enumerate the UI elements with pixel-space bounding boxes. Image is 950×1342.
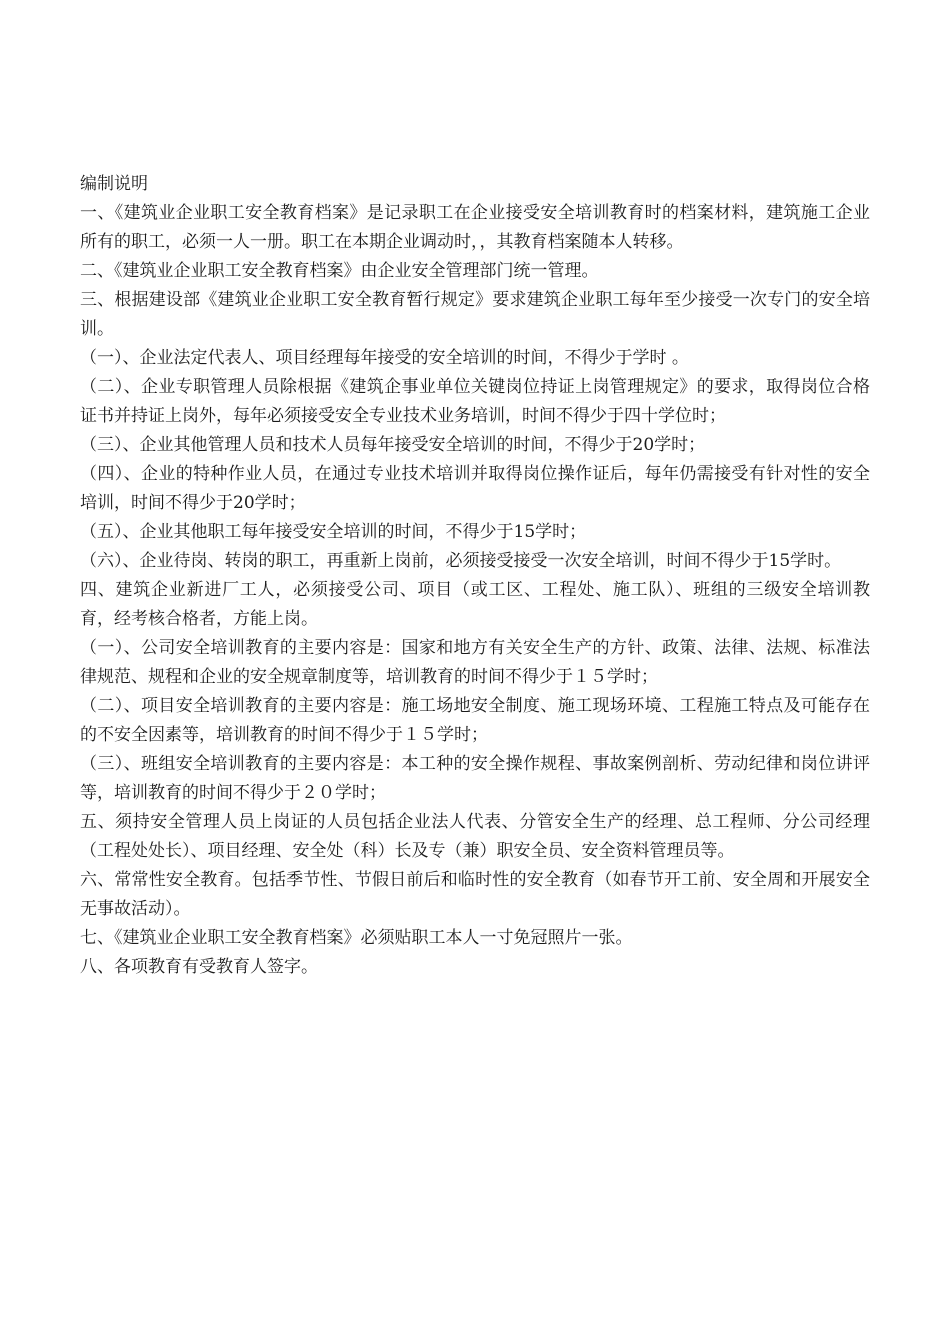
- paragraph-4-2: （二）、项目安全培训教育的主要内容是：施工场地安全制度、施工现场环境、工程施工特点及可能存在的不安全因素等，培训教育的时间不得少于１５学时；: [80, 696, 870, 745]
- paragraph-4: 四、建筑企业新进厂工人，必须接受公司、项目（或工区、工程处、施工队）、班组的三级安全培训教育，经考核合格者，方能上岗。: [80, 580, 870, 629]
- paragraph-2: 二、《建筑业企业职工安全教育档案》由企业安全管理部门统一管理。: [80, 261, 599, 281]
- paragraph-4-3: （三）、班组安全培训教育的主要内容是：本工种的安全操作规程、事故案例剖析、劳动纪律和岗位讲评等，培训教育的时间不得少于２０学时；: [80, 754, 870, 803]
- paragraph-3-1: （一）、企业法定代表人、项目经理每年接受的安全培训的时间，不得少于学时 。: [80, 348, 689, 368]
- paragraph-4-1: （一）、公司安全培训教育的主要内容是：国家和地方有关安全生产的方针、政策、法律、法规、标准法律规范、规程和企业的安全规章制度等，培训教育的时间不得少于１５学时；: [80, 638, 870, 687]
- paragraph-5: 五、须持安全管理人员上岗证的人员包括企业法人代表、分管安全生产的经理、总工程师、分公司经理（工程处处长）、项目经理、安全处（科）长及专（兼）职安全员、安全资料管理员等。: [80, 812, 870, 861]
- paragraph-3-5: （五）、企业其他职工每年接受安全培训的时间，不得少于15学时；: [80, 522, 587, 542]
- paragraph-3-6: （六）、企业待岗、转岗的职工，再重新上岗前，必须接受接受一次安全培训，时间不得少于15学时。: [80, 551, 842, 571]
- paragraph-1: 一、《建筑业企业职工安全教育档案》是记录职工在企业接受安全培训教育时的档案材料，建筑施工企业所有的职工，必须一人一册。职工在本期企业调动时，，其教育档案随本人转移。: [80, 203, 870, 252]
- document-body: [80, 170, 870, 982]
- paragraph-8: 八、各项教育有受教育人签字。: [80, 957, 318, 977]
- document-title: 编制说明: [80, 174, 148, 194]
- paragraph-3-4: （四）、企业的特种作业人员，在通过专业技术培训并取得岗位操作证后，每年仍需接受有针对性的安全培训，时间不得少于20学时；: [80, 464, 870, 513]
- paragraph-3-3: （三）、企业其他管理人员和技术人员每年接受安全培训的时间，不得少于20学时；: [80, 435, 706, 455]
- paragraph-3-2: （二）、企业专职管理人员除根据《建筑企事业单位关键岗位持证上岗管理规定》的要求，取得岗位合格证书并持证上岗外，每年必须接受安全专业技术业务培训，时间不得少于四十学位时；: [80, 377, 870, 426]
- paragraph-7: 七、《建筑业企业职工安全教育档案》必须贴职工本人一寸免冠照片一张。: [80, 928, 633, 948]
- paragraph-6: 六、常常性安全教育。包括季节性、节假日前后和临时性的安全教育（如春节开工前、安全周和开展安全无事故活动）。: [80, 870, 870, 919]
- paragraph-3: 三、根据建设部《建筑业企业职工安全教育暂行规定》要求建筑企业职工每年至少接受一次专门的安全培训。: [80, 290, 870, 339]
